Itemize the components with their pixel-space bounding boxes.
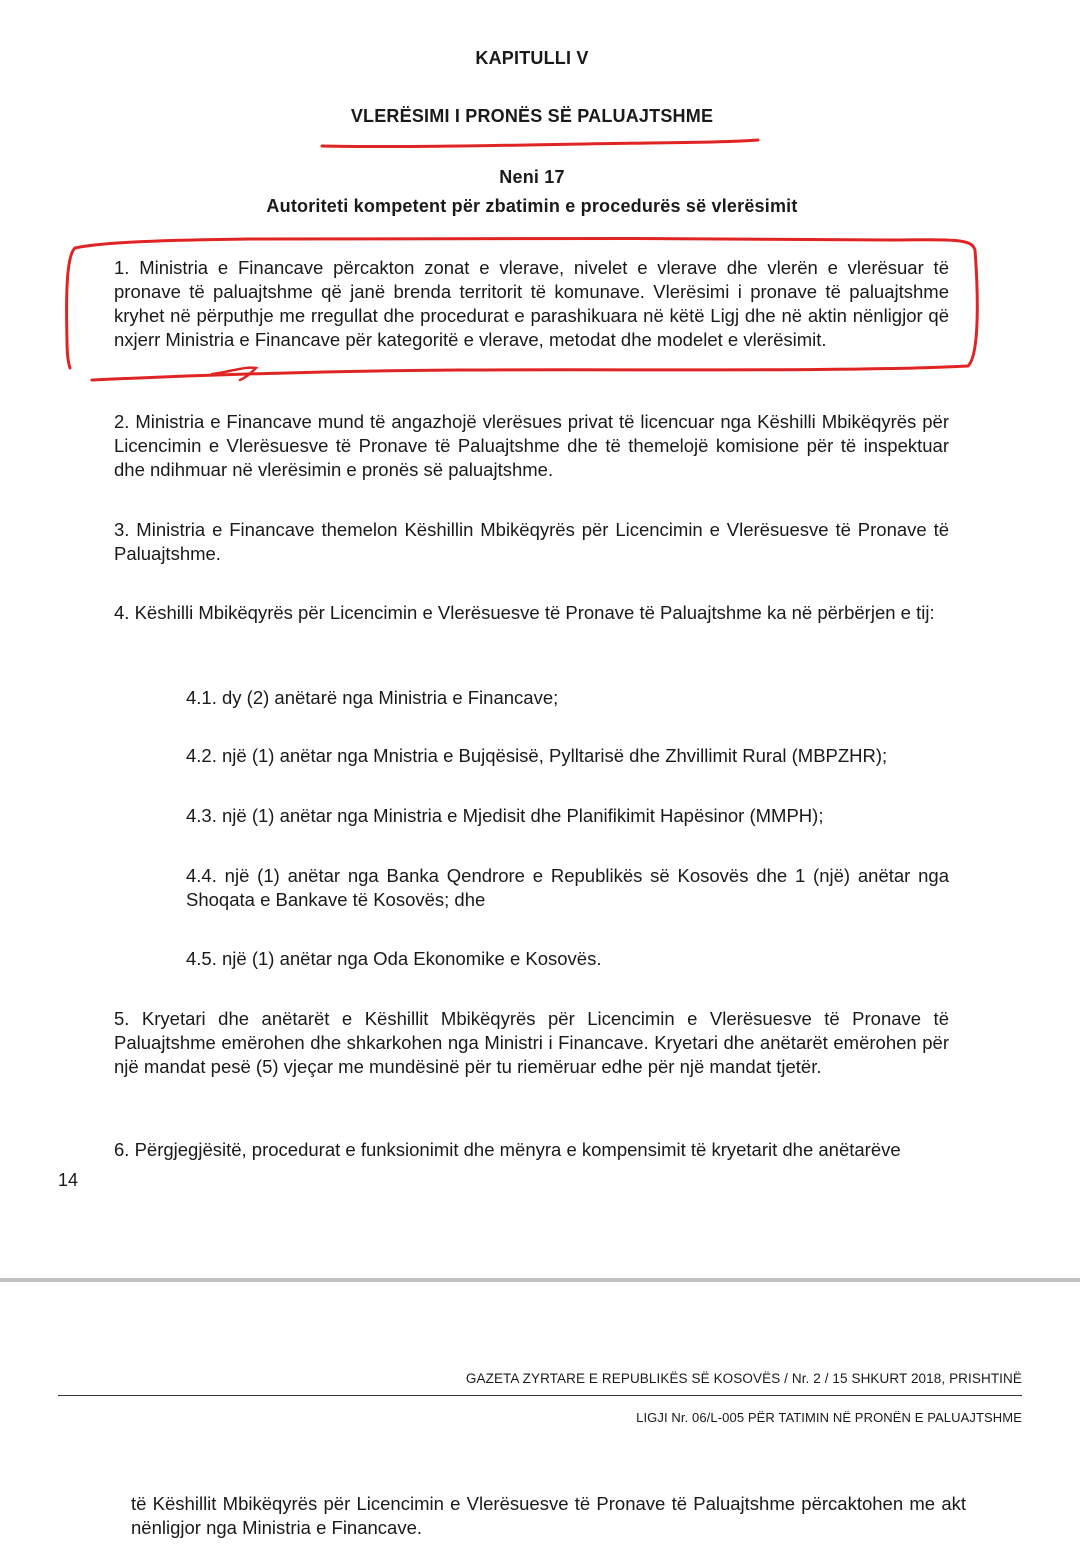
paragraph-5: 5. Kryetari dhe anëtarët e Këshillit Mbikëqyrës për Licencimin e Vlerësuesve të Pronave të Paluajtshme emërohen dhe shkarkohen nga Ministri i Financave. Kryetari dhe anëtarët emërohen për një mandat pesë (5) vjeçar me mundësinë për tu riemëruar edhe për një mandat tjetër. bbox=[114, 1008, 949, 1077]
underline-annotation bbox=[322, 140, 758, 147]
gazette-header: GAZETA ZYRTARE E REPUBLIKËS SË KOSOVËS / Nr. 2 / 15 SHKURT 2018, PRISHTINË bbox=[465, 1371, 1022, 1386]
paragraph-2: 2. Ministria e Financave mund të angazhojë vlerësues privat të licencuar nga Këshilli Mbikëqyrës për Licencimin e Vlerësuesve të Pronave të Paluajtshme dhe të themelojë komisione për të inspektuar dhe ndihmuar në vlerësimin e pronës së paluajtshme. bbox=[114, 411, 949, 480]
circle-annotation bbox=[67, 238, 978, 380]
paragraph-1: 1. Ministria e Financave përcakton zonat e vlerave, nivelet e vlerave dhe vlerën e vlerësuar të pronave të paluajtshme që janë brenda territorit të komunave. Vlerësimi i pronave të paluajtshme kryhet në përputhje me rregullat dhe procedurat e parashikuara në këtë Ligj dhe në aktin nënligjor që nxjerr Ministria e Financave për kategoritë e vlerave, metodat dhe modelet e vlerësimit. bbox=[114, 257, 949, 350]
article-heading: Autoriteti kompetent për zbatimin e procedurës së vlerësimit bbox=[266, 196, 798, 216]
chapter-title: KAPITULLI V bbox=[475, 48, 589, 68]
paragraph-6-continued: të Këshillit Mbikëqyrës për Licencimin e Vlerësuesve të Pronave të Paluajtshme përcaktohen me akt nënligjor nga Ministria e Financave. bbox=[131, 1493, 966, 1538]
subitem-4-4: 4.4. një (1) anëtar nga Banka Qendrore e Republikës së Kosovës dhe 1 (një) anëtar nga Shoqata e Bankave të Kosovës; dhe bbox=[186, 865, 949, 910]
subitem-4-2: 4.2. një (1) anëtar nga Mnistria e Bujqësisë, Pylltarisë dhe Zhvillimit Rural (MBPZHR); bbox=[186, 745, 888, 766]
page-number: 14 bbox=[58, 1170, 79, 1190]
article-number: Neni 17 bbox=[499, 167, 565, 187]
paragraph-3: 3. Ministria e Financave themelon Këshillin Mbikëqyrës për Licencimin e Vlerësuesve të Pronave të Paluajtshme. bbox=[114, 519, 949, 564]
subitem-4-1: 4.1. dy (2) anëtarë nga Ministria e Financave; bbox=[186, 687, 559, 708]
chapter-subtitle: VLERËSIMI I PRONËS SË PALUAJTSHME bbox=[350, 106, 714, 126]
paragraph-6-start: 6. Përgjegjësitë, procedurat e funksionimit dhe mënyra e kompensimit të kryetarit dhe anëtarëve bbox=[114, 1139, 901, 1160]
subitem-4-3: 4.3. një (1) anëtar nga Ministria e Mjedisit dhe Planifikimit Hapësinor (MMPH); bbox=[186, 805, 824, 826]
law-header: LIGJI Nr. 06/L-005 PËR TATIMIN NË PRONËN E PALUAJTSHME bbox=[636, 1410, 1022, 1425]
paragraph-4: 4. Këshilli Mbikëqyrës për Licencimin e Vlerësuesve të Pronave të Paluajtshme ka në përbërjen e tij: bbox=[114, 602, 935, 623]
subitem-4-5: 4.5. një (1) anëtar nga Oda Ekonomike e Kosovës. bbox=[186, 948, 602, 969]
